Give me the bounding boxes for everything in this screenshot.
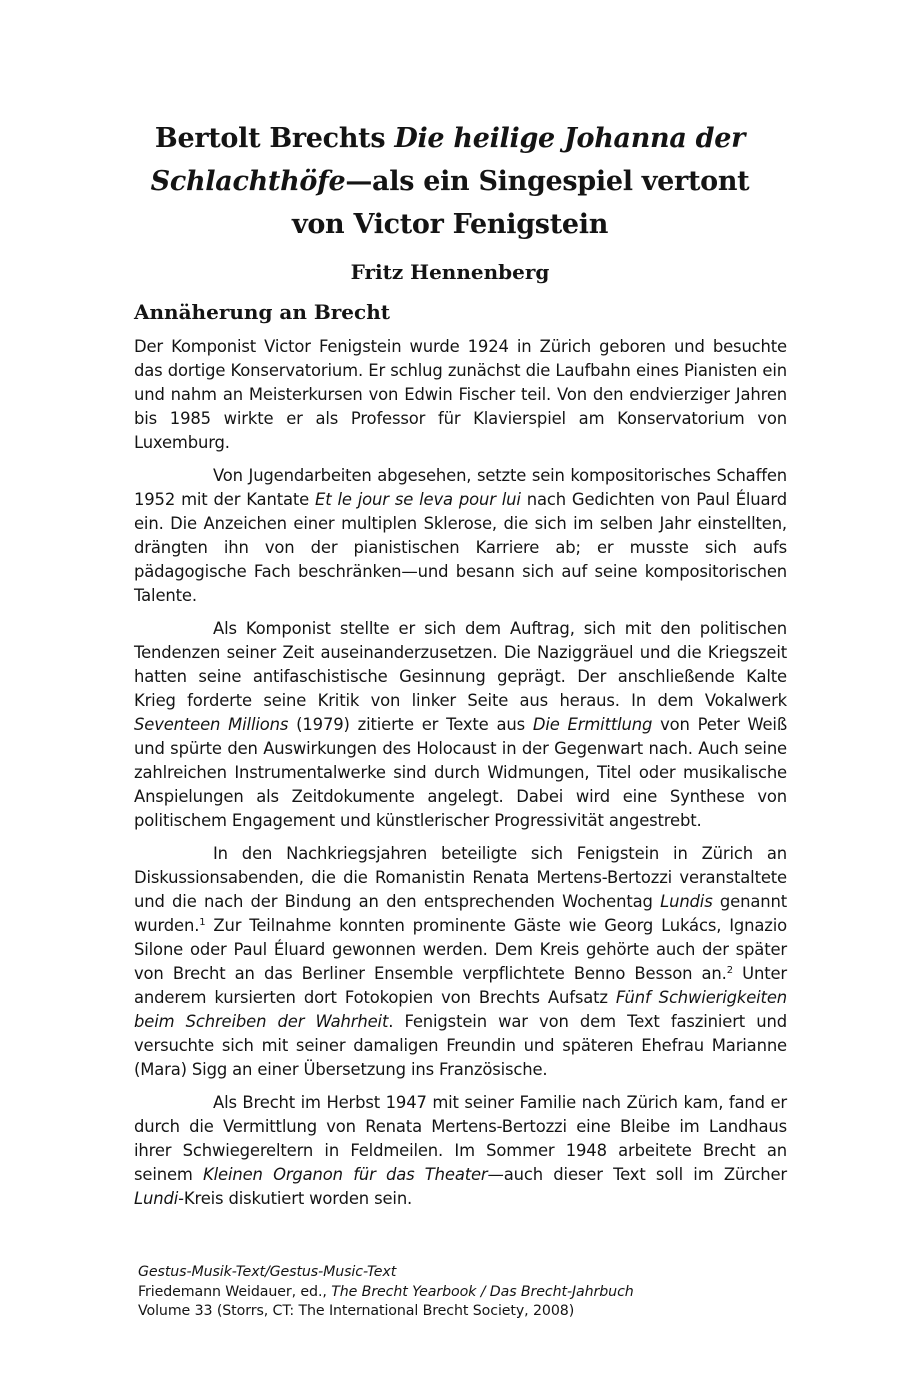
article-title bbox=[130, 117, 770, 246]
work-title-italic: Et le jour se leva pour lui bbox=[315, 490, 521, 509]
work-title-italic: Kleinen Organon für das Theater bbox=[203, 1165, 488, 1184]
work-title-italic: Lundi bbox=[134, 1189, 179, 1208]
paragraph-3: Als Komponist stellte er sich dem Auftrag, sich mit den politischen Tendenzen seiner Zeit auseinanderzusetzen. Die Naziggräuel und die Kriegszeit hatten seine antifaschistische Gesinnung geprägt. Der anschließende Kalte Krieg forderte seine Kritik von linker Seite aus heraus. In dem Vokalwerk Seventeen Millions (1979) zitierte er Texte aus Die Ermittlung von Peter Weiß und spürte den Auswirkungen des Holocaust in der Gegenwart nach. Auch seine zahlreichen Instrumentalwerke sind durch Widmungen, Titel oder musikalische Anspielungen als Zeitdokumente angelegt. Dabei wird eine Synthese von politischem Engagement und künstlerischer Progressivität angestrebt. bbox=[134, 619, 788, 830]
work-title-italic: Seventeen Millions bbox=[134, 715, 289, 734]
paragraph-2: Von Jugendarbeiten abgesehen, setzte sein kompositorisches Schaffen 1952 mit der Kantate Et le jour se leva pour lui nach Gedichten von Paul Éluard ein. Die Anzeichen einer multiplen Sklerose, die sich im selben Jahr einstellten, drängten ihn von der pianistischen Karriere ab; er musste sich aufs pädagogische Fach beschränken—und besann sich auf seine kompositorischen Talente. bbox=[134, 466, 787, 605]
footnote-ref-1[interactable]: 1 bbox=[199, 917, 206, 928]
paragraph-1: Der Komponist Victor Fenigstein wurde 1924 in Zürich geboren und besuchte das dortige Konservatorium. Er schlug zunächst die Laufbahn eines Pianisten ein und nahm an Meisterkursen von Edwin Fischer teil. Von den endvierziger Jahren bis 1985 wirkte er als Professor für Klavierspiel am Konservatorium von Luxemburg. bbox=[134, 337, 787, 452]
footnote-ref-2[interactable]: 2 bbox=[726, 965, 733, 976]
work-title-italic: Fünf Schwierigkeiten beim Schreiben der Wahrheit bbox=[134, 988, 788, 1031]
paragraph-5: Als Brecht im Herbst 1947 mit seiner Familie nach Zürich kam, fand er durch die Vermittlung von Renata Mertens-Bertozzi eine Bleibe im Landhaus ihrer Schwiegereltern in Feldmeilen. Im Sommer 1948 arbeitete Brecht an seinem Kleinen Organon für das Theater—auch dieser Text soll im Zürcher Lundi-Kreis diskutiert worden sein. bbox=[134, 1093, 787, 1208]
title-text: Bertolt Brechts bbox=[154, 123, 395, 154]
author-name: Fritz Hennenberg bbox=[350, 260, 550, 284]
work-title-italic: Die Ermittlung bbox=[532, 715, 653, 734]
source-volume-title: Gestus-Musik-Text/Gestus-Music-Text bbox=[138, 1264, 397, 1280]
title-subtitle: —als ein Singespiel vertont von Victor Fenigstein bbox=[291, 166, 750, 240]
yearbook-title-italic: The Brecht Yearbook / Das Brecht-Jahrbuch bbox=[331, 1283, 634, 1300]
paragraph-4: In den Nachkriegsjahren beteiligte sich Fenigstein in Zürich an Diskussionsabenden, die die Romanistin Renata Mertens-Bertozzi veranstaltete und die nach der Bindung an den entsprechenden Wochentag Lundis genannt wurden.$^1$ Zur Teilnahme konnten prominente Gäste wie Georg Lukács, Ignazio Silone oder Paul Éluard gewonnen werden. Dem Kreis gehörte auch der später von Brecht an das Berliner Ensemble verpflichtete Benno Besson an.$^2$ Unter anderem kursierten dort Fotokopien von Brechts Aufsatz Fünf Schwierigkeiten beim Schreiben der Wahrheit. Fenigstein war von dem Text fasziniert und versuchte sich mit seiner damaligen Freundin und späteren Ehefrau Marianne (Mara) Sigg an einer Übersetzung ins Französische. bbox=[134, 844, 788, 1079]
source-publication-line: Volume 33 (Storrs, CT: The International Brecht Society, 2008) bbox=[138, 1303, 575, 1319]
section-heading: Annäherung an Brecht bbox=[134, 300, 390, 324]
source-editor-line: Friedemann Weidauer, ed., The Brecht Yearbook / Das Brecht-Jahrbuch bbox=[138, 1283, 634, 1300]
work-title-italic: Lundis bbox=[660, 892, 713, 911]
title-work-italic: Die heilige Johanna der Schlachthöfe bbox=[150, 123, 746, 197]
article-body bbox=[134, 335, 787, 1211]
source-citation bbox=[138, 1263, 758, 1322]
